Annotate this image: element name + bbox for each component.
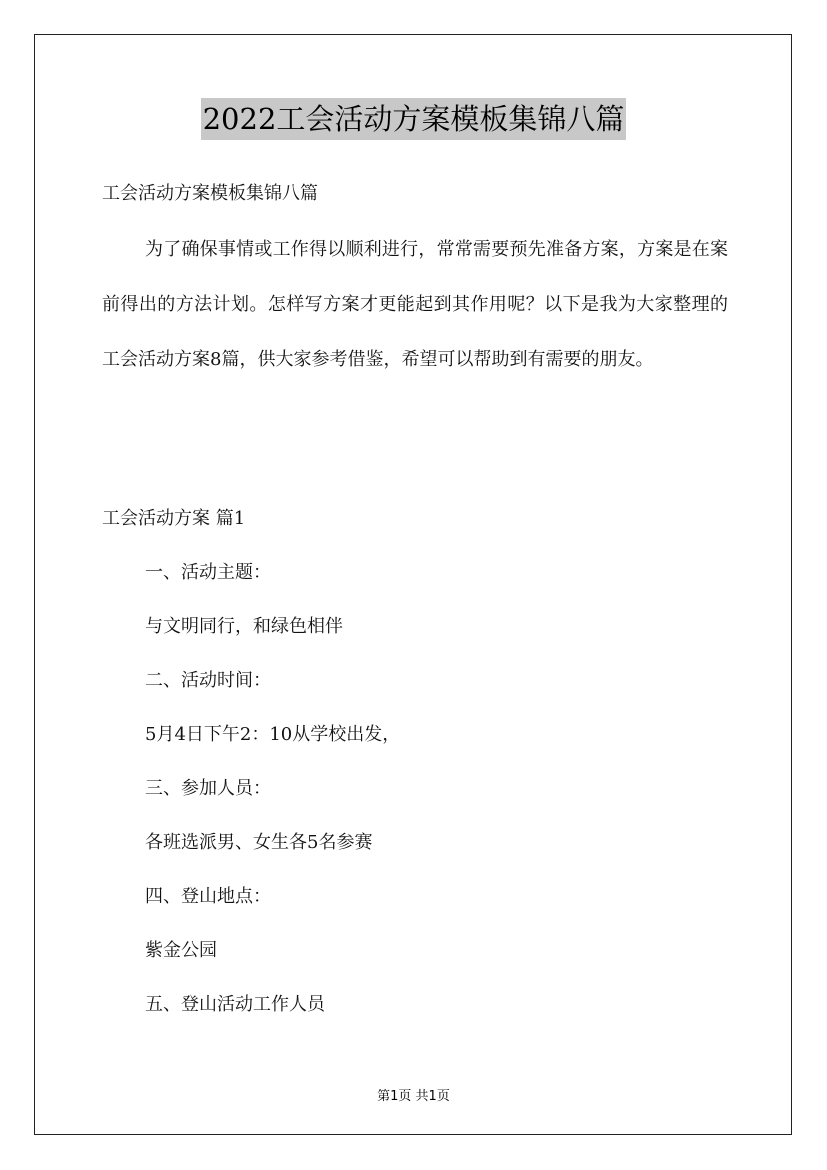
list-item: 5月4日下午2：10从学校出发， [145, 724, 401, 745]
list-item: 三、参加人员： [145, 778, 271, 799]
intro-paragraph: 为了确保事情或工作得以顺利进行，常常需要预先准备方案，方案是在案前得出的方法计划。怎样写方案才更能起到其作用呢？以下是我为大家整理的工会活动方案8篇，供大家参考借鉴，希望可以帮助到有需要的朋友。 [102, 239, 728, 370]
document-title: 2022工会活动方案模板集锦八篇 [201, 98, 627, 140]
section-heading: 工会活动方案 篇1 [102, 508, 246, 529]
list-item: 一、活动主题： [145, 562, 271, 583]
list-item: 与文明同行，和绿色相伴 [145, 616, 343, 637]
list-item: 二、活动时间： [145, 670, 271, 691]
page-footer: 第1页 共1页 [377, 1089, 450, 1104]
list-item: 各班选派男、女生各5名参赛 [145, 832, 373, 853]
document-subtitle: 工会活动方案模板集锦八篇 [102, 183, 318, 204]
title-container [0, 98, 827, 140]
list-item: 五、登山活动工作人员 [145, 994, 325, 1015]
list-item: 紫金公园 [145, 940, 217, 961]
list-item: 四、登山地点： [145, 886, 271, 907]
